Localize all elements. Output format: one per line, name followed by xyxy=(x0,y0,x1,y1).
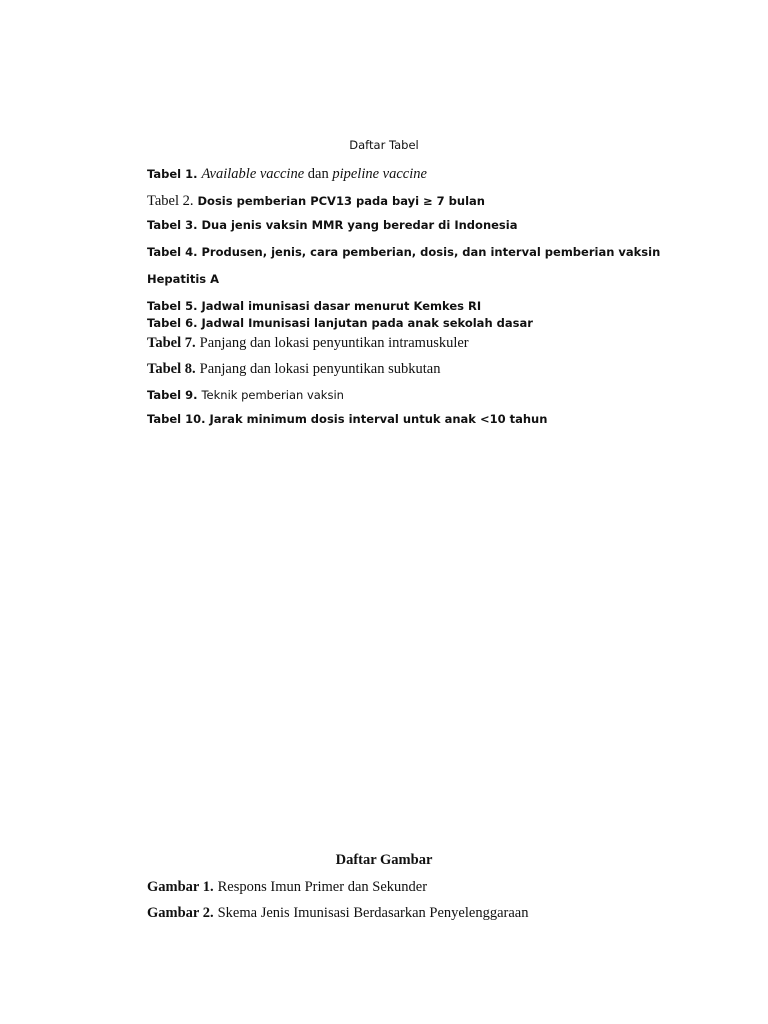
tabel-9-text: Teknik pemberian vaksin xyxy=(201,388,344,402)
tabel-8-entry xyxy=(147,361,440,377)
tabel-2-entry xyxy=(147,193,485,209)
daftar-gambar-heading: Daftar Gambar xyxy=(335,852,433,868)
tabel-6-entry: Tabel 6. Jadwal Imunisasi lanjutan pada anak sekolah dasar xyxy=(147,316,533,330)
gambar-2-label: Gambar 2. xyxy=(147,905,214,921)
tabel-10-entry: Tabel 10. Jarak minimum dosis interval untuk anak <10 tahun xyxy=(147,412,548,426)
tabel-1-italic-b: pipeline vaccine xyxy=(332,166,427,182)
tabel-2-text: Dosis pemberian PCV13 pada bayi ≥ 7 bulan xyxy=(197,194,485,208)
gambar-2-entry xyxy=(147,905,528,921)
tabel-8-label: Tabel 8. xyxy=(147,361,196,377)
tabel-9-entry xyxy=(147,387,344,403)
tabel-1-label: Tabel 1. xyxy=(147,167,198,181)
tabel-7-entry xyxy=(147,335,469,351)
tabel-1-entry xyxy=(147,166,427,182)
daftar-tabel-heading: Daftar Tabel xyxy=(349,138,419,152)
tabel-1-italic-a: Available vaccine xyxy=(201,166,305,182)
tabel-7-text: Panjang dan lokasi penyuntikan intramuskuler xyxy=(199,335,469,351)
tabel-5-entry: Tabel 5. Jadwal imunisasi dasar menurut Kemkes RI xyxy=(147,299,482,313)
tabel-9-label: Tabel 9. xyxy=(147,388,198,402)
tabel-3-entry: Tabel 3. Dua jenis vaksin MMR yang beredar di Indonesia xyxy=(147,218,518,232)
gambar-1-entry xyxy=(147,879,427,895)
tabel-4-entry-continued: Hepatitis A xyxy=(147,272,220,286)
gambar-1-text: Respons Imun Primer dan Sekunder xyxy=(217,879,428,895)
tabel-2-label: Tabel 2. xyxy=(147,193,194,209)
tabel-1-mid: dan xyxy=(304,166,333,182)
gambar-2-text: Skema Jenis Imunisasi Berdasarkan Penyelenggaraan xyxy=(217,905,529,921)
tabel-4-entry: Tabel 4. Produsen, jenis, cara pemberian, dosis, dan interval pemberian vaksin xyxy=(147,245,661,259)
gambar-1-label: Gambar 1. xyxy=(147,879,214,895)
tabel-7-label: Tabel 7. xyxy=(147,335,196,351)
tabel-8-text: Panjang dan lokasi penyuntikan subkutan xyxy=(199,361,441,377)
